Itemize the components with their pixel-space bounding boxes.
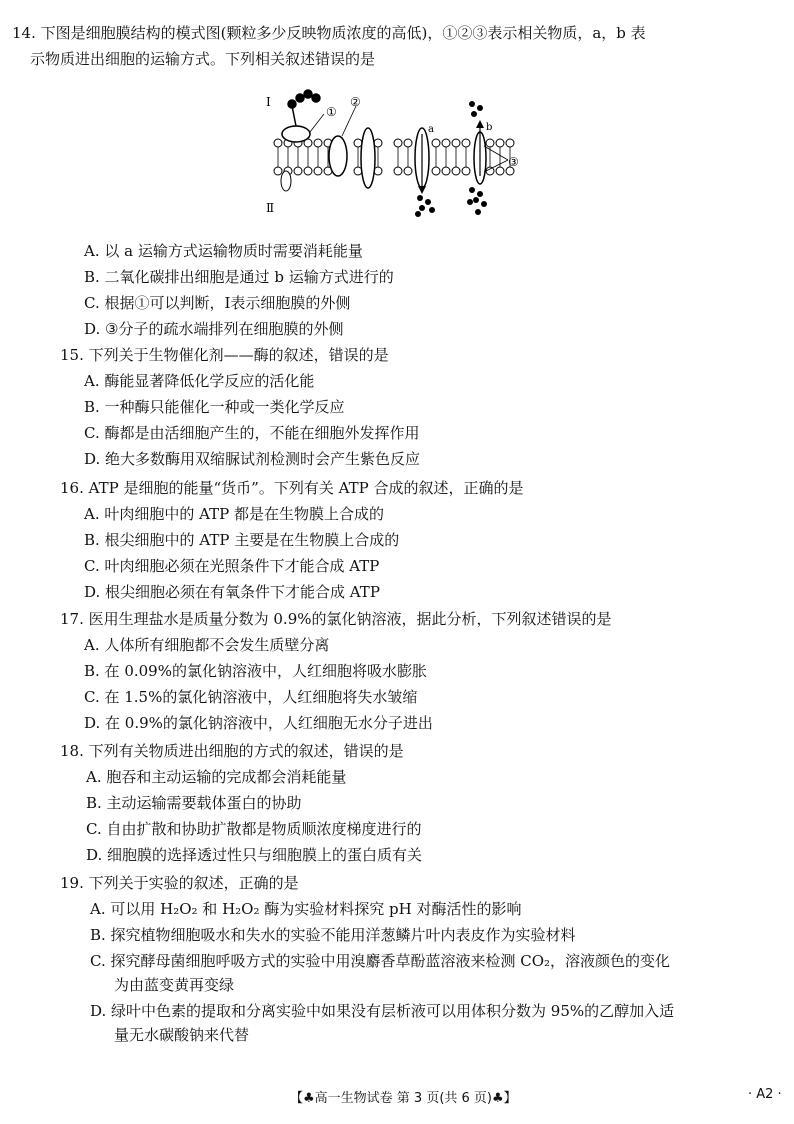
- question-14-stem-line-2: 示物质进出细胞的运输方式。下列相关叙述错误的是: [30, 50, 376, 68]
- q19-option-d-continued: 量无水碳酸钠来代替: [114, 1026, 250, 1044]
- label-1: ①: [326, 105, 337, 119]
- question-19-stem: 19. 下列关于实验的叙述，正确的是: [60, 874, 299, 892]
- label-3: ③: [508, 155, 519, 169]
- q17-option-a: A. 人体所有细胞都不会发生质壁分离: [84, 636, 330, 654]
- q15-option-b: B. 一种酶只能催化一种或一类化学反应: [84, 398, 345, 416]
- q19-option-b: B. 探究植物细胞吸水和失水的实验不能用洋葱鳞片叶内表皮作为实验材料: [90, 926, 576, 944]
- q14-option-c: C. 根据①可以判断，Ⅰ表示细胞膜的外侧: [84, 294, 351, 312]
- glycoprotein: [282, 90, 320, 142]
- question-16-stem: 16. ATP 是细胞的能量“货币”。下列有关 ATP 合成的叙述，正确的是: [60, 479, 524, 497]
- channel-protein: [361, 128, 375, 188]
- side-top-label: Ⅰ: [266, 95, 271, 109]
- q14-option-a: A. 以 a 运输方式运输物质时需要消耗能量: [84, 242, 363, 260]
- question-18-stem: 18. 下列有关物质进出细胞的方式的叙述，错误的是: [60, 742, 404, 760]
- q15-option-a: A. 酶能显著降低化学反应的活化能: [84, 372, 315, 390]
- question-14-stem-line-1: 14. 下图是细胞膜结构的模式图(颗粒多少反映物质浓度的高低)，①②③表示相关物质，a，b 表: [12, 24, 646, 42]
- q17-option-b: B. 在 0.09%的氯化钠溶液中，人红细胞将吸水膨胀: [84, 662, 427, 680]
- q18-option-a: A. 胞吞和主动运输的完成都会消耗能量: [86, 768, 347, 786]
- q15-option-d: D. 绝大多数酶用双缩脲试剂检测时会产生紫色反应: [84, 450, 421, 468]
- question-15-stem: 15. 下列关于生物催化剂——酶的叙述，错误的是: [60, 346, 389, 364]
- peripheral-protein: [281, 171, 291, 191]
- label-b: b: [486, 122, 493, 133]
- q16-option-c: C. 叶肉细胞必须在光照条件下才能合成 ATP: [84, 557, 380, 575]
- q19-option-c-continued: 为由蓝变黄再变绿: [114, 976, 235, 994]
- q17-option-d: D. 在 0.9%的氯化钠溶液中，人红细胞无水分子进出: [84, 714, 433, 732]
- protein-2: [329, 136, 347, 176]
- q19-option-a: A. 可以用 H₂O₂ 和 H₂O₂ 酶为实验材料探究 pH 对酶活性的影响: [90, 900, 522, 918]
- q18-option-b: B. 主动运输需要载体蛋白的协助: [86, 794, 302, 812]
- label-2: ②: [350, 95, 361, 109]
- question-17-stem: 17. 医用生理盐水是质量分数为 0.9%的氯化钠溶液，据此分析，下列叙述错误的是: [60, 610, 612, 628]
- q14-option-d: D. ③分子的疏水端排列在细胞膜的外侧: [84, 320, 344, 338]
- q16-option-a: A. 叶肉细胞中的 ATP 都是在生物膜上合成的: [84, 505, 385, 523]
- page-tag: · A2 ·: [748, 1087, 782, 1102]
- q17-option-c: C. 在 1.5%的氯化钠溶液中，人红细胞将失水皱缩: [84, 688, 418, 706]
- label-a: a: [428, 124, 434, 135]
- footer-text: 【♣高一生物试卷 第 3 页(共 6 页)♣】: [290, 1091, 517, 1106]
- q16-option-b: B. 根尖细胞中的 ATP 主要是在生物膜上合成的: [84, 531, 400, 549]
- q18-option-d: D. 细胞膜的选择透过性只与细胞膜上的蛋白质有关: [86, 846, 423, 864]
- q19-option-d: D. 绿叶中色素的提取和分离实验中如果没有层析液可以用体积分数为 95%的乙醇加入适: [90, 1002, 675, 1020]
- cell-membrane-diagram: [262, 86, 532, 226]
- side-bottom-label: Ⅱ: [266, 201, 275, 215]
- q19-option-c: C. 探究酵母菌细胞呼吸方式的实验中用溴麝香草酚蓝溶液来检测 CO₂，溶液颜色的变化: [90, 952, 671, 970]
- q15-option-c: C. 酶都是由活细胞产生的，不能在细胞外发挥作用: [84, 424, 420, 442]
- q18-option-c: C. 自由扩散和协助扩散都是物质顺浓度梯度进行的: [86, 820, 422, 838]
- q14-option-b: B. 二氧化碳排出细胞是通过 b 运输方式进行的: [84, 268, 394, 286]
- q16-option-d: D. 根尖细胞必须在有氧条件下才能合成 ATP: [84, 583, 380, 601]
